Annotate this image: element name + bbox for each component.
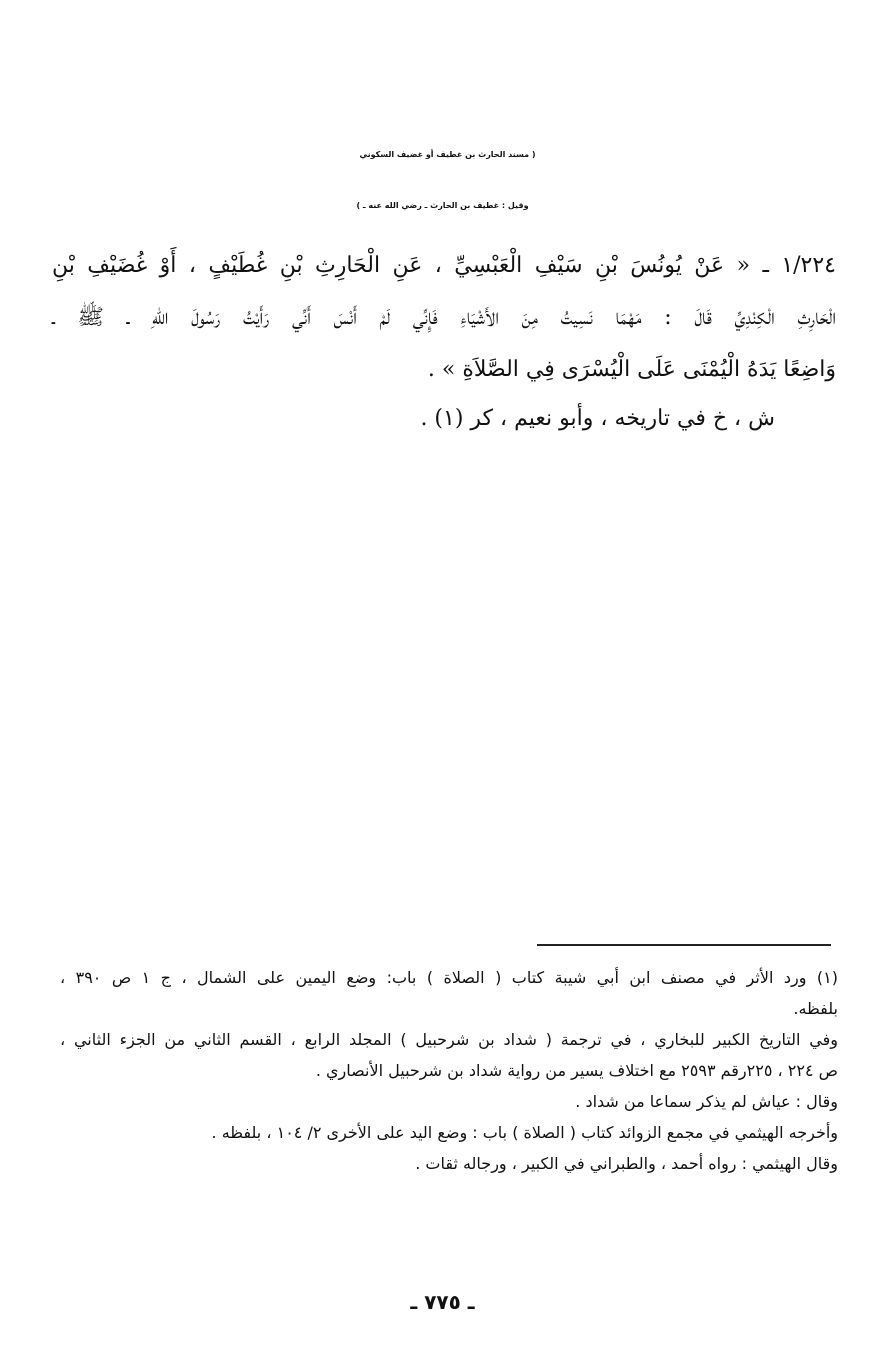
hadith-text: [52, 240, 836, 396]
footnote-line: وقال : عياش لم يذكر سماعا من شداد .: [575, 1092, 838, 1111]
footnote-line: ص ٢٢٤ ، ٢٢٥رقم ٢٥٩٣ مع اختلاف يسير من رواية شداد بن شرحبيل الأنصاري .: [315, 1061, 838, 1080]
footnotes: [60, 962, 838, 1179]
footnote-divider: [537, 944, 831, 946]
hadith-line: ١/٢٢٤ ـ « عَنْ يُونُسَ بْنِ سَيْفِ الْعَبْسِيِّ ، عَنِ الْحَارِثِ بْنِ غُطَيْفٍ ، أَوْ غُضَيْفِ بْنِ: [52, 253, 836, 278]
hadith-line: الْحَارِثِ الْكِنْدِيِّ قَالَ : مَهْمَا نَسِيتُ مِنَ الأَشْيَاءِ فَإِنِّي لَمْ أَنْسَ أَنِّي رَأَيْتُ رَسُولَ اللهِ ـ ﷺ ـ: [52, 305, 836, 330]
page-number: ـ ٧٧٥ ـ: [410, 1290, 475, 1314]
footnote-line: (١) ورد الأثر في مصنف ابن أبي شيبة كتاب ( الصلاة ) باب: وضع اليمين على الشمال ، ج ١ ص ٣٩٠ ،: [60, 968, 838, 987]
footnote-line: وقال الهيثمي : رواه أحمد ، والطبراني في الكبير ، ورجاله ثقات .: [415, 1154, 838, 1173]
footnote-line: وأخرجه الهيثمي في مجمع الزوائد كتاب ( الصلاة ) باب : وضع اليد على الأخرى ٢/ ١٠٤ ، بلفظه .: [211, 1123, 838, 1142]
hadith-line: وَاضِعًا يَدَهُ الْيُمْنَى عَلَى الْيُسْرَى فِي الصَّلاَةِ » .: [427, 357, 836, 382]
section-subheading: وقيل : غطيف بن الحارث ـ رضي الله عنه ـ ): [356, 201, 529, 210]
section-heading: ( مسند الحارث بن غطيف أو غضيف السكوني: [359, 150, 536, 159]
hadith-source: ش ، خ في تاريخه ، وأبو نعيم ، كر (١) .: [420, 406, 775, 431]
footnote-line: وفي التاريخ الكبير للبخاري ، في ترجمة ( شداد بن شرحبيل ) المجلد الرابع ، القسم الثاني من الجزء الثاني ،: [60, 1030, 838, 1049]
footnote-line: بلفظه.: [793, 999, 838, 1018]
